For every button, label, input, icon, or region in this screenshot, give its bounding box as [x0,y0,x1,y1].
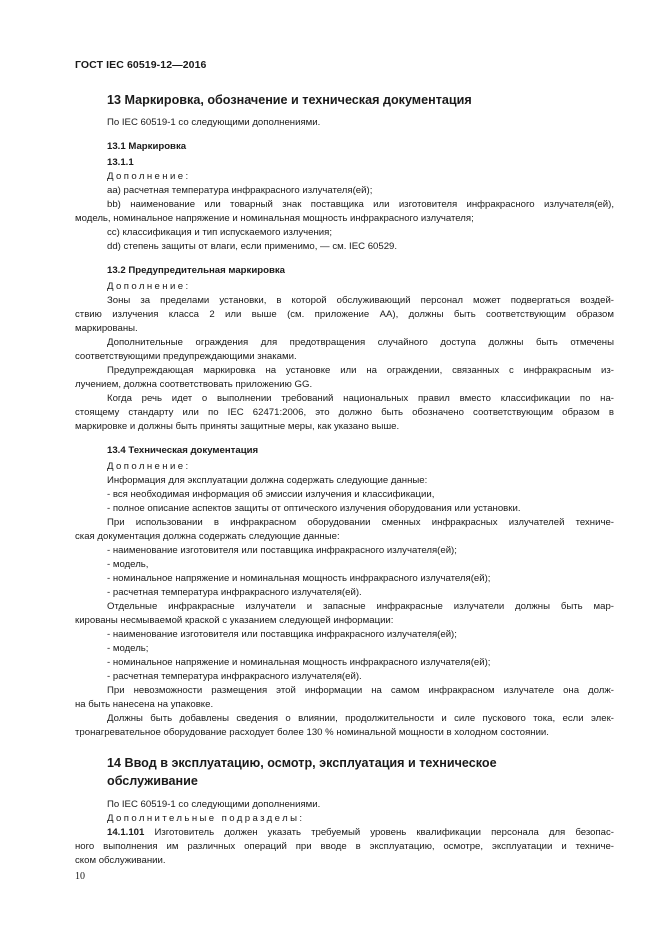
paragraph-line: Зоны за пределами установки, в которой обслуживающий персонал может подвергаться воздей- [107,295,614,306]
supplement-label: Дополнение: [107,171,191,182]
supplement-label: Дополнение: [107,461,191,472]
document-header: ГОСТ IEC 60519-12—2016 [75,59,207,71]
paragraph-line: на быть нанесена на упаковке. [75,699,214,710]
paragraph-line: стоящему стандарту или по IEC 62471:2006, это должно быть обозначено соответствующим образом в [75,407,614,418]
clause-14-1-101 [107,827,614,839]
clause-14-1-101-number: 14.1.101 [107,827,145,838]
page-number: 10 [75,871,85,882]
list-item-aa: аа) расчетная температура инфракрасного излучателя(ей); [107,185,373,196]
list-item: - номинальное напряжение и номинальная мощность инфракрасного излучателя(ей); [107,657,491,668]
list-item: - модель, [107,559,149,570]
paragraph-line: кированы несмываемой краской с указанием следующей информации: [75,615,394,626]
paragraph-line: ская документация должна содержать следующие данные: [75,531,340,542]
list-item-bb: bb) наименование или товарный знак поставщика или изготовителя инфракрасного излучателя(ей), [107,199,614,210]
section-13-intro: По IEC 60519-1 со следующими дополнениями. [107,117,321,128]
list-item: - расчетная температура инфракрасного излучателя(ей). [107,671,362,682]
paragraph-line: ствию излучения класса 2 или выше (см. приложение АА), должны быть соответствующим образом [75,309,614,320]
paragraph-line: Информация для эксплуатации должна содержать следующие данные: [107,475,428,486]
list-item: - наименование изготовителя или поставщика инфракрасного излучателя(ей); [107,545,457,556]
section-14-title-cont: обслуживание [107,774,198,788]
section-13-2-title: 13.2 Предупредительная маркировка [107,265,285,276]
paragraph-line: Должны быть добавлены сведения о влиянии, продолжительности и силе пускового тока, если элек- [107,713,614,724]
list-item: - вся необходимая информация об эмиссии излучения и классификации, [107,489,435,500]
list-item: - модель; [107,643,149,654]
paragraph-line: лучением, должна соответствовать приложению GG. [75,379,313,390]
paragraph-line: Дополнительные ограждения для предотвращения случайного доступа должны быть отмечены [107,337,614,348]
list-item-cc: сс) классификация и тип испускаемого излучения; [107,227,333,238]
paragraph-line: маркированы. [75,323,138,334]
paragraph-line: Когда речь идет о выполнении требований национальных правил вместо классификации по на- [107,393,614,404]
paragraph-line: ском обслуживании. [75,855,166,866]
section-14-title: 14 Ввод в эксплуатацию, осмотр, эксплуатация и техническое [107,756,497,770]
paragraph-line: Предупреждающая маркировка на установке или на ограждении, связанных с инфракрасным из- [107,365,614,376]
list-item-dd: dd) степень защиты от влаги, если применимо, — см. IEC 60529. [107,241,398,252]
list-item: - номинальное напряжение и номинальная мощность инфракрасного излучателя(ей); [107,573,491,584]
list-item: - полное описание аспектов защиты от оптического излучения оборудования или установки. [107,503,521,514]
list-item: - расчетная температура инфракрасного излучателя(ей). [107,587,362,598]
section-14-intro: По IEC 60519-1 со следующими дополнениями. [107,799,321,810]
section-13-1-title: 13.1 Маркировка [107,141,187,152]
section-13-4-title: 13.4 Техническая документация [107,445,259,456]
paragraph-line: Отдельные инфракрасные излучатели и запасные инфракрасные излучатели должны быть мар- [107,601,614,612]
paragraph-line: маркировке и должны быть приняты защитные меры, как указано выше. [75,421,400,432]
supplement-label: Дополнительные подразделы: [107,813,305,824]
paragraph-line: соответствующими предупреждающими знаками. [75,351,297,362]
clause-13-1-1-number: 13.1.1 [107,157,134,168]
paragraph-line: тронагревательное оборудование расходует более 130 % номинальной мощности в холодном состоянии. [75,727,549,738]
paragraph-line: При невозможности размещения этой информации на самом инфракрасном излучателе она долж- [107,685,614,696]
paragraph-line: При использовании в инфракрасном оборудовании сменных инфракрасных излучателей техниче- [107,517,614,528]
paragraph-line: ного выполнения им различных операций при вводе в эксплуатацию, осмотре, эксплуатации и техниче- [75,841,614,852]
clause-14-1-101-text: Изготовитель должен указать требуемый уровень квалификации персонала для безопас- [144,827,614,838]
list-item-bb-cont: модель, номинальное напряжение и номинальная мощность инфракрасного излучателя; [75,213,474,224]
section-13-title: 13 Маркировка, обозначение и техническая документация [107,93,472,107]
supplement-label: Дополнение: [107,281,191,292]
list-item: - наименование изготовителя или поставщика инфракрасного излучателя(ей); [107,629,457,640]
